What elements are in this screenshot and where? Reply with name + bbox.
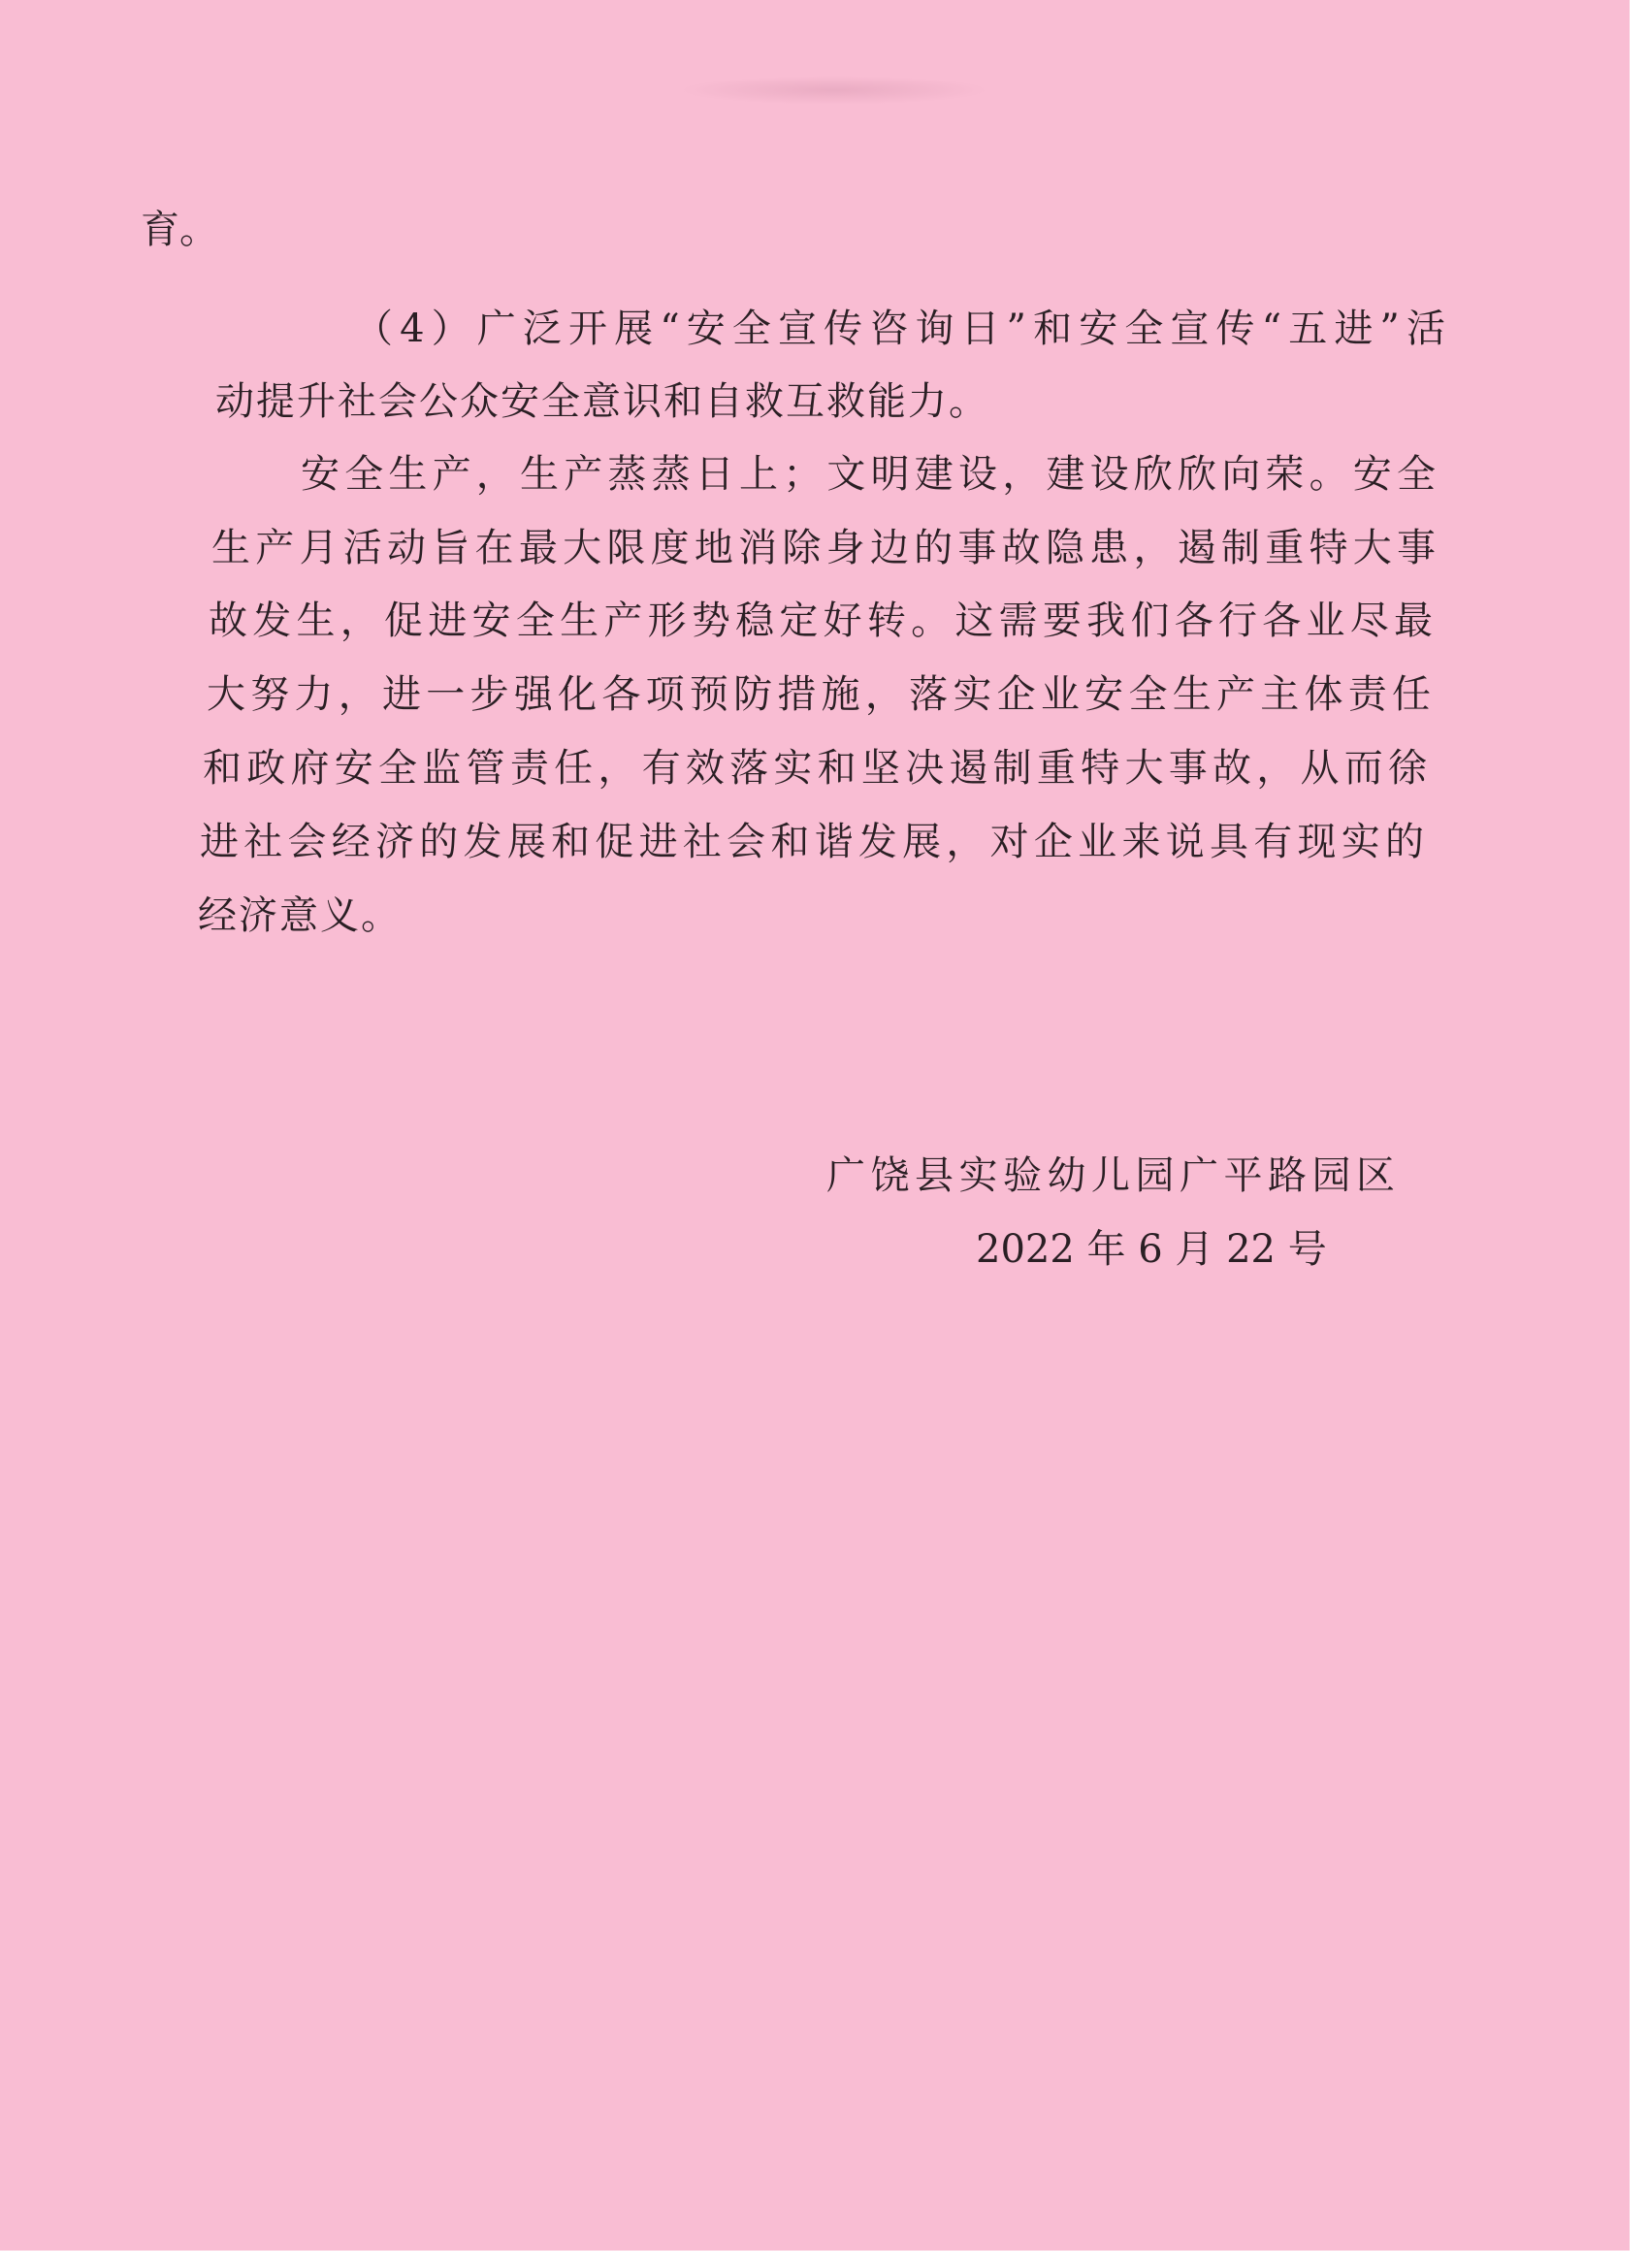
signature-organization: 广饶县实验幼儿园广平路园区 [826,1153,1395,1198]
paragraph-line-7: 经济意义。 [198,893,402,938]
scan-margin-bottom [0,2251,1649,2268]
paragraph-line-4: 大努力，进一步强化各项预防措施，落实企业安全生产主体责任 [207,672,1431,717]
paragraph-line-1: 安全生产，生产蒸蒸日上；文明建设，建设欣欣向荣。安全 [301,452,1436,497]
item-4-line-2: 动提升社会公众安全意识和自救互救能力。 [215,379,989,424]
item-4-line-1: （4）广泛开展“安全宣传咨询日”和安全宣传“五进”活 [354,307,1445,351]
paragraph-line-3: 故发生，促进安全生产形势稳定好转。这需要我们各行各业尽最 [209,599,1433,643]
scan-smudge [679,76,989,105]
paragraph-line-6: 进社会经济的发展和促进社会和谐发展，对企业来说具有现实的 [200,820,1424,864]
paragraph-line-2: 生产月活动旨在最大限度地消除身边的事故隐患，遏制重特大事 [211,526,1436,570]
carry-over-text: 育。 [141,208,218,252]
paragraph-line-5: 和政府安全监管责任，有效落实和坚决遏制重特大事故，从而徐 [203,746,1427,791]
scan-margin-right [1630,0,1649,2268]
signature-date: 2022 年 6 月 22 号 [976,1227,1327,1272]
